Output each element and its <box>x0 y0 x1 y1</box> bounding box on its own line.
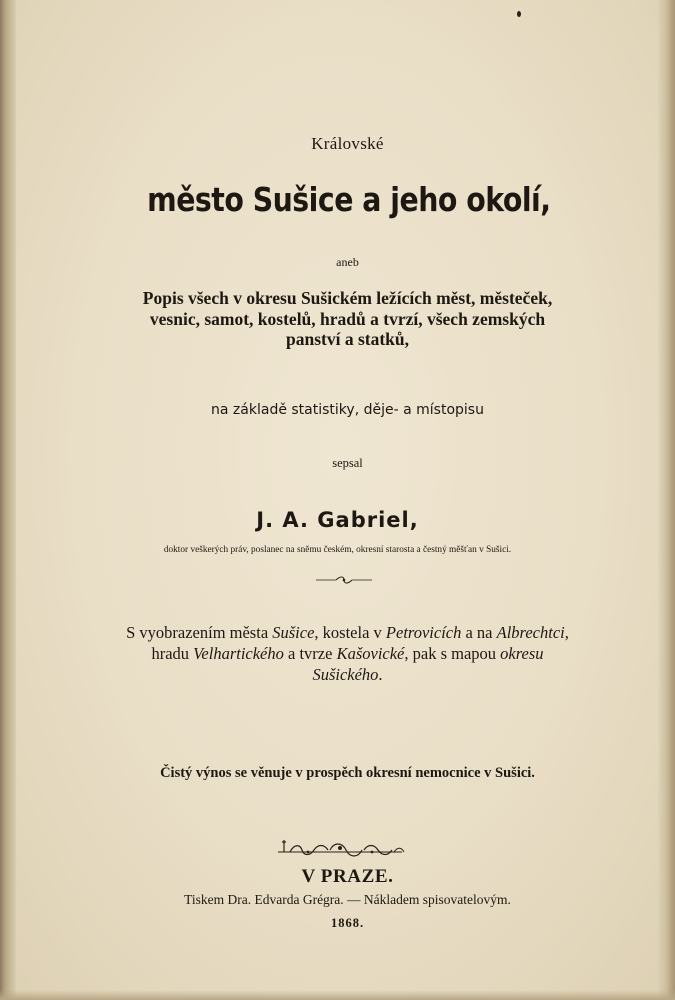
subtitle-line-2: vesnic, samot, kostelů, hradů a tvrzí, všech zemských <box>149 308 546 329</box>
place-petrovice: Petrovicích <box>385 623 462 642</box>
text-fragment: , kostela v <box>314 623 386 642</box>
place-kasovice: Kašovické <box>336 644 405 663</box>
illustrations-row-1 <box>10 622 675 643</box>
illustrations-note <box>10 622 675 685</box>
text-fragment: a na <box>461 623 497 642</box>
place-susice: Sušice <box>272 623 315 642</box>
text-fragment: , <box>564 623 569 642</box>
pre-title: Královské <box>311 134 384 153</box>
written-by: sepsal <box>332 456 363 470</box>
subtitle-line-1: Popis všech v okresu Sušickém ležících měst, městeček, <box>142 288 553 308</box>
okresu-word: okresu <box>500 644 544 663</box>
publication-year: 1868. <box>330 916 365 930</box>
text-fragment: S vyobrazením města <box>126 623 273 642</box>
ornamental-flourish <box>270 836 410 860</box>
place-albrechtec: Albrechtci <box>496 623 565 642</box>
page-bottom-edge <box>0 990 675 1000</box>
illustrations-row-2 <box>10 643 675 664</box>
subtitle-line-3: panství a statků, <box>285 329 410 349</box>
illustrations-row-3 <box>10 664 675 685</box>
main-title: město Sušice a jeho okolí, <box>147 180 551 219</box>
title-connector: aneb <box>336 255 359 269</box>
place-of-publication: V PRAZE. <box>301 866 394 887</box>
ornamental-divider <box>314 576 374 584</box>
text-fragment: . <box>378 665 383 684</box>
text-fragment: a tvrze <box>283 644 337 663</box>
text-fragment: hradu <box>151 644 194 663</box>
district-susicke: Sušického <box>312 665 379 684</box>
ink-speck <box>517 11 521 17</box>
printer-line: Tiskem Dra. Edvarda Grégra. — Nákladem spisovatelovým. <box>184 892 511 907</box>
basis-line: na základě statistiky, děje- a místopisu <box>211 402 484 418</box>
text-fragment: , pak s mapou <box>404 644 501 663</box>
author-credentials: doktor veškerých práv, poslanec na sněmu českém, okresní starosta a čestný měšťan v Sušici. <box>163 545 512 555</box>
author-name: J. A. Gabriel, <box>256 508 419 532</box>
place-velhartice: Velhartického <box>193 644 284 663</box>
proceeds-note: Čistý výnos se věnuje v prospěch okresní nemocnice v Sušici. <box>160 765 535 781</box>
subtitle <box>10 288 675 350</box>
